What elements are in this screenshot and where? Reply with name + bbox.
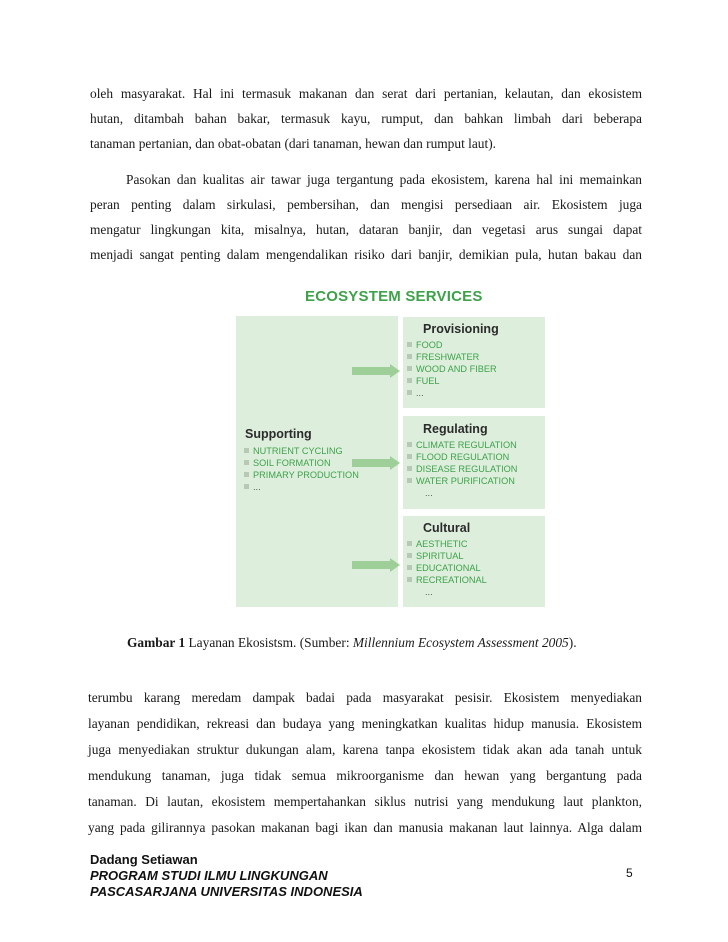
bullet-square-icon bbox=[407, 378, 412, 383]
bullet-square-icon bbox=[407, 454, 412, 459]
arrow-right-icon bbox=[352, 364, 400, 378]
bullet-square-icon bbox=[244, 472, 249, 477]
cultural-title: Cultural bbox=[423, 521, 471, 535]
figure-title: ECOSYSTEM SERVICES bbox=[305, 288, 483, 305]
provisioning-title: Provisioning bbox=[423, 322, 499, 336]
bullet-square-icon bbox=[407, 390, 412, 395]
regulating-panel bbox=[403, 416, 545, 509]
cultural-item: SPIRITUAL bbox=[407, 551, 463, 561]
text-line: mendukung tanaman, juga tidak semua mikroorganisme dan hewan yang bergantung pada bbox=[88, 768, 642, 783]
arrow-right-icon bbox=[352, 456, 400, 470]
supporting-item: NUTRIENT CYCLING bbox=[244, 446, 343, 456]
cultural-panel bbox=[403, 516, 545, 607]
page-number: 5 bbox=[626, 866, 633, 880]
figure-caption bbox=[127, 635, 577, 651]
text-line: tanaman pertanian, dan obat-obatan (dari tanaman, hewan dan rumput laut). bbox=[90, 136, 497, 151]
bullet-square-icon bbox=[407, 553, 412, 558]
text-line: peran penting dalam sirkulasi, pembersihan, dan mengisi persediaan air. Ekosistem juga bbox=[90, 197, 642, 212]
text-line: mengatur lingkungan kita, misalnya, hutan, dataran banjir, dan vegetasi arus sungai dapat bbox=[90, 222, 642, 237]
footer-program: PROGRAM STUDI ILMU LINGKUNGAN bbox=[90, 868, 328, 883]
bullet-square-icon bbox=[407, 478, 412, 483]
text-line: terumbu karang meredam dampak badai pada masyarakat pesisir. Ekosistem menyediakan bbox=[88, 690, 642, 705]
caption-source: Millennium Ecosystem Assessment 2005 bbox=[352, 635, 569, 650]
caption-label: Gambar 1 bbox=[127, 635, 186, 650]
caption-end: ). bbox=[568, 635, 577, 650]
text-line: oleh masyarakat. Hal ini termasuk makanan dan serat dari pertanian, kelautan, dan ekosistem bbox=[90, 86, 642, 101]
bullet-square-icon bbox=[244, 460, 249, 465]
regulating-item: DISEASE REGULATION bbox=[407, 464, 517, 474]
text-line: layanan pendidikan, rekreasi dan budaya yang meningkatkan kualitas hidup manusia. Ekosistem bbox=[88, 716, 642, 731]
text-line: hutan, ditambah bahan bakar, termasuk kayu, rumput, dan bahkan limbah dari beberapa bbox=[90, 111, 642, 126]
regulating-title: Regulating bbox=[423, 422, 488, 436]
bullet-square-icon bbox=[407, 577, 412, 582]
bullet-square-icon bbox=[407, 354, 412, 359]
cultural-item: EDUCATIONAL bbox=[407, 563, 481, 573]
caption-text: Layanan Ekosistsm. (Sumber: bbox=[185, 635, 353, 650]
bullet-square-icon bbox=[407, 541, 412, 546]
provisioning-item: ... bbox=[407, 388, 424, 398]
bullet-square-icon bbox=[407, 466, 412, 471]
supporting-title: Supporting bbox=[245, 427, 312, 441]
footer-author: Dadang Setiawan bbox=[90, 852, 198, 867]
regulating-item: WATER PURIFICATION bbox=[407, 476, 515, 486]
provisioning-item: FUEL bbox=[407, 376, 440, 386]
regulating-item: CLIMATE REGULATION bbox=[407, 440, 517, 450]
bullet-square-icon bbox=[407, 342, 412, 347]
supporting-item: SOIL FORMATION bbox=[244, 458, 331, 468]
text-line: yang pada gilirannya pasokan makanan bagi ikan dan manusia makanan laut lainnya. Alga dalam bbox=[88, 820, 642, 835]
cultural-item: RECREATIONAL bbox=[407, 575, 487, 585]
text-line: Pasokan dan kualitas air tawar juga tergantung pada ekosistem, karena hal ini memainkan bbox=[126, 172, 642, 187]
supporting-item: PRIMARY PRODUCTION bbox=[244, 470, 359, 480]
provisioning-item: FOOD bbox=[407, 340, 443, 350]
regulating-item: ... bbox=[425, 488, 433, 498]
text-line: juga menyediakan struktur dukungan alam, karena tanpa ekosistem tidak akan ada tanah untuk bbox=[88, 742, 642, 757]
provisioning-panel bbox=[403, 317, 545, 408]
cultural-item: AESTHETIC bbox=[407, 539, 468, 549]
regulating-item: FLOOD REGULATION bbox=[407, 452, 509, 462]
bullet-square-icon bbox=[244, 484, 249, 489]
bullet-square-icon bbox=[244, 448, 249, 453]
footer-university: PASCASARJANA UNIVERSITAS INDONESIA bbox=[90, 884, 363, 899]
text-line: menjadi sangat penting dalam mengendalikan risiko dari banjir, demikian pula, hutan bakau dan bbox=[90, 247, 642, 262]
provisioning-item: FRESHWATER bbox=[407, 352, 479, 362]
cultural-item: ... bbox=[425, 587, 433, 597]
bullet-square-icon bbox=[407, 565, 412, 570]
text-line: tanaman. Di lautan, ekosistem mempertahankan siklus nutrisi yang mendukung laut plankton, bbox=[88, 794, 642, 809]
provisioning-item: WOOD AND FIBER bbox=[407, 364, 497, 374]
bullet-square-icon bbox=[407, 442, 412, 447]
supporting-item: ... bbox=[244, 482, 261, 492]
bullet-square-icon bbox=[407, 366, 412, 371]
arrow-right-icon bbox=[352, 558, 400, 572]
